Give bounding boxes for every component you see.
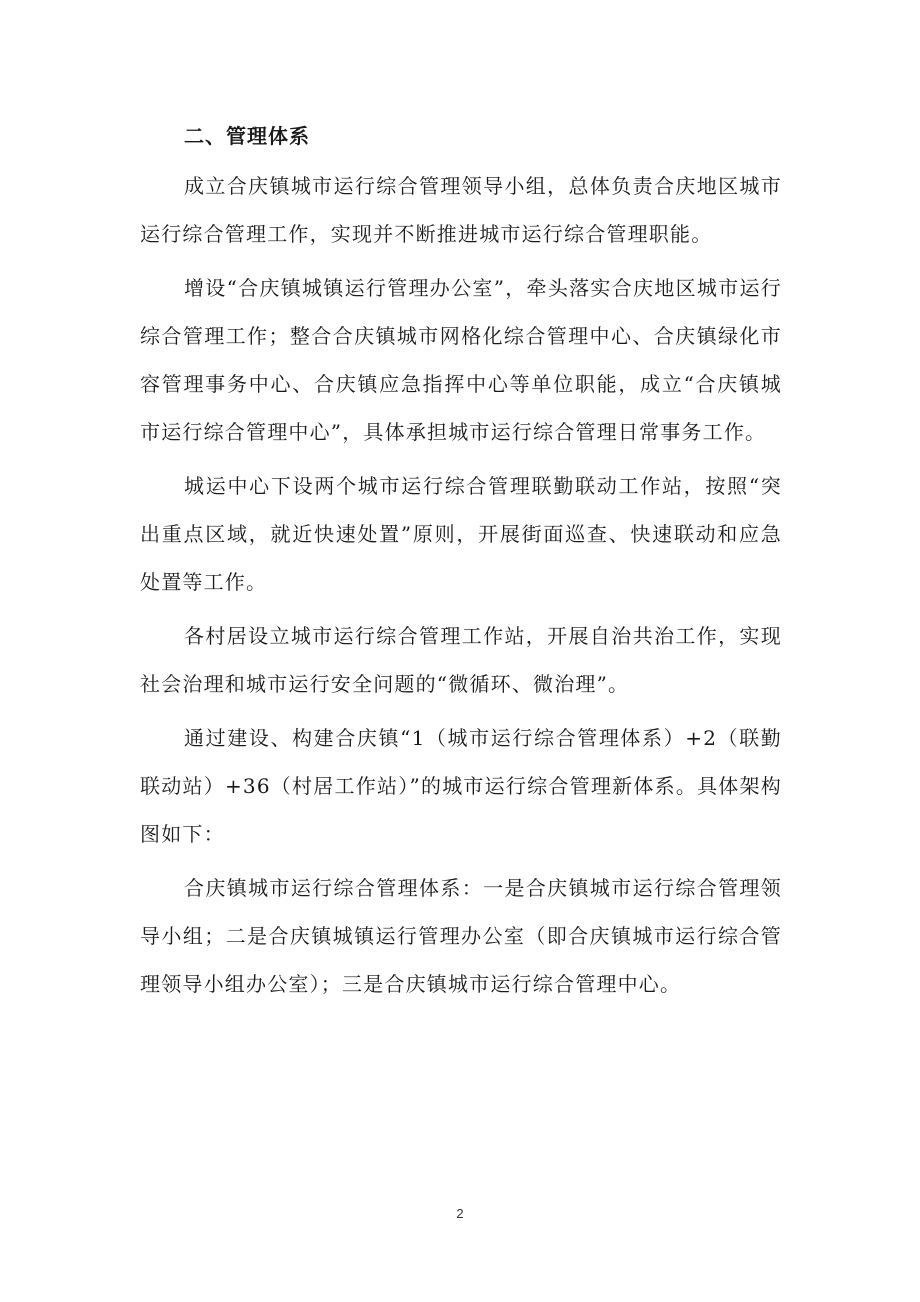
section-heading: 二、管理体系 (184, 124, 310, 148)
paragraph-5: 通过建设、构建合庆镇“1（城市运行综合管理体系）+2（联勤联动站）+36（村居工作站）”的城市运行综合管理新体系。具体架构图如下： (140, 726, 782, 846)
document-body (140, 114, 782, 1008)
paragraph-4: 各村居设立城市运行综合管理工作站，开展自治共治工作，实现社会治理和城市运行安全问题的“微循环、微治理”。 (140, 624, 782, 696)
paragraph-6: 合庆镇城市运行综合管理体系：一是合庆镇城市运行综合管理领导小组；二是合庆镇城镇运行管理办公室（即合庆镇城市运行综合管理领导小组办公室）；三是合庆镇城市运行综合管理中心。 (140, 876, 782, 996)
paragraph-3: 城运中心下设两个城市运行综合管理联勤联动工作站，按照“突出重点区域，就近快速处置”原则，开展街面巡查、快速联动和应急处置等工作。 (140, 474, 782, 594)
paragraph-1: 成立合庆镇城市运行综合管理领导小组，总体负责合庆地区城市运行综合管理工作，实现并不断推进城市运行综合管理职能。 (140, 174, 782, 246)
page-number: 2 (456, 1206, 464, 1221)
paragraph-2: 增设“合庆镇城镇运行管理办公室”，牵头落实合庆地区城市运行综合管理工作；整合合庆镇城市网格化综合管理中心、合庆镇绿化市容管理事务中心、合庆镇应急指挥中心等单位职能，成立“合庆镇城市运行综合管理中心”，具体承担城市运行综合管理日常事务工作。 (140, 276, 782, 444)
